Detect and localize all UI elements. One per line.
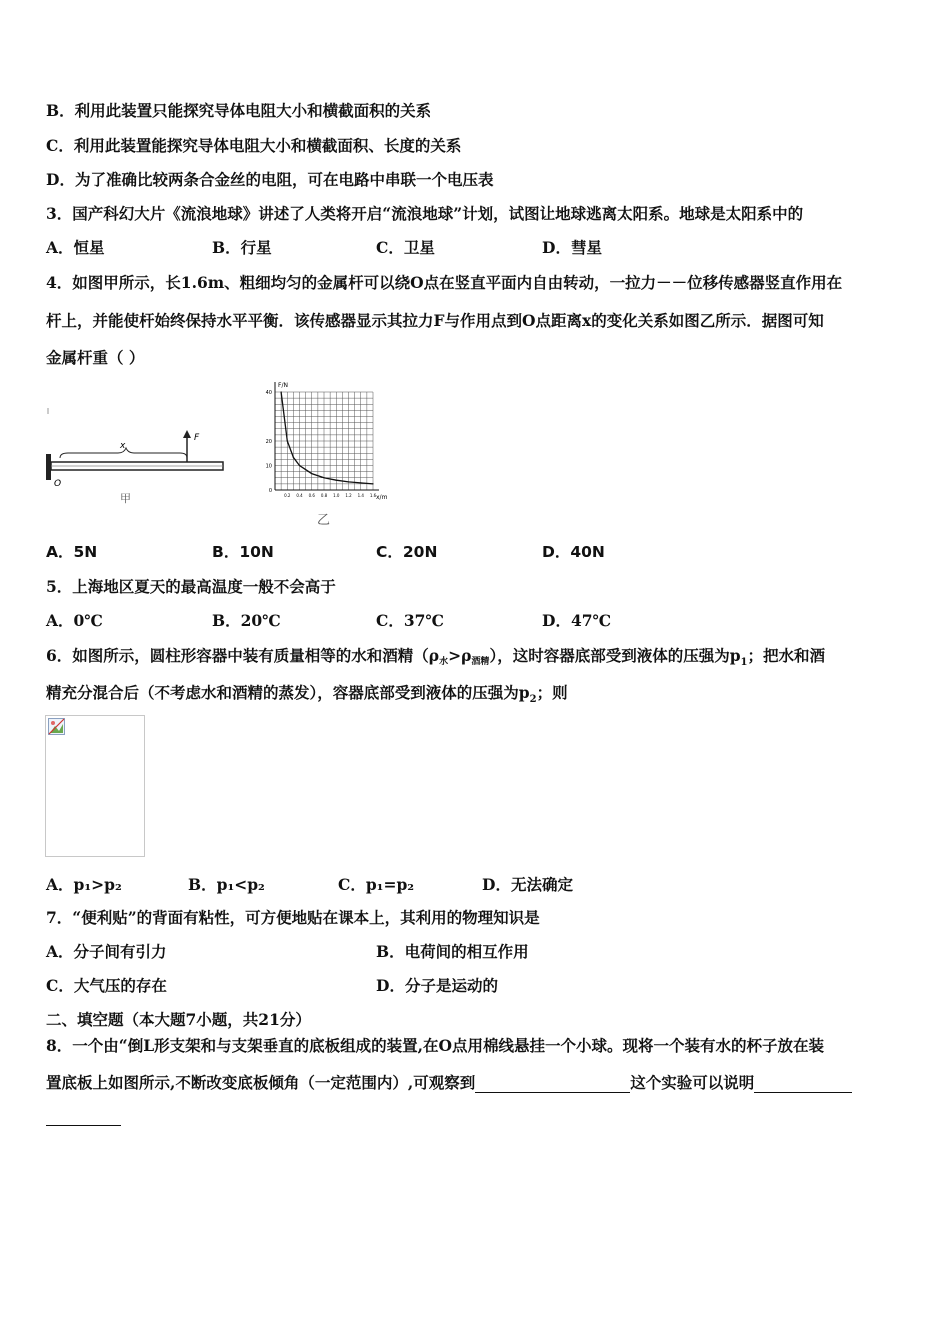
y-axis-label: F/N <box>278 382 288 389</box>
q6-option-d: D．无法确定 <box>482 875 573 894</box>
q3-option-b: B．行星 <box>212 238 272 257</box>
q7-stem: 7．“便利贴”的背面有粘性，可方便地贴在课本上，其利用的物理知识是 <box>46 908 540 927</box>
q3-option-c: C．卫星 <box>376 238 435 257</box>
y-tick-label: 40 <box>265 390 272 396</box>
figure-yi-chart <box>255 378 395 528</box>
q2-option-d: D．为了准确比较两条合金丝的电阻，可在电路中串联一个电压表 <box>46 170 494 189</box>
y-tick-label: 10 <box>265 463 272 470</box>
x-tick-label: 1.6 <box>369 493 377 498</box>
data-point <box>348 481 349 482</box>
data-point <box>287 440 288 441</box>
section-2-heading: 二、填空题（本大题7小题，共21分） <box>46 1010 311 1029</box>
q7-option-a: A．分子间有引力 <box>46 942 167 961</box>
x-tick-label: 0.6 <box>308 493 315 498</box>
q3-option-d: D．彗星 <box>542 238 602 257</box>
q8-line-2: 置底板上如图所示,不断改变底板倾角（一定范围内）,可观察到 这个实验可以说明 <box>46 1073 852 1093</box>
label-O: O <box>54 479 62 489</box>
q6-line-2: 精充分混合后（不考虑水和酒精的蒸发），容器底部受到液体的压强为$p_2$；则 <box>46 683 568 706</box>
q6-option-b: B．p₁<p₂ <box>188 875 265 894</box>
x-tick-label: 1.2 <box>345 493 352 498</box>
q8-blank-1[interactable] <box>475 1076 630 1093</box>
q6-line-1: 6．如图所示，圆柱形容器中装有质量相等的水和酒精（ρ水>ρ酒精），这时容器底部受到液体的压强为$p_1$；把水和酒 <box>46 646 826 669</box>
data-point <box>299 465 300 466</box>
label-x: x <box>120 441 126 451</box>
chart-grid <box>275 392 373 490</box>
q4-option-b: B．10N <box>212 543 274 561</box>
y-tick-label: 20 <box>265 439 272 445</box>
q4-line-2: 杆上，并能使杆始终保持水平平衡．该传感器显示其拉力F与作用点到O点距离x的变化关系如图乙所示．据图可知 <box>46 311 824 330</box>
q8-blank-continuation[interactable] <box>46 1125 121 1126</box>
caption-jia: 甲 <box>120 492 131 505</box>
x-tick-label: 0.4 <box>296 493 303 498</box>
q7-option-b: B．电荷间的相互作用 <box>376 942 529 961</box>
x-tick-label: 1.4 <box>357 493 364 498</box>
q4-option-c: C．20N <box>376 543 438 561</box>
q8-line-1: 8．一个由“倒L形支架和与支架垂直的底板组成的装置,在O点用棉线悬挂一个小球。现将一个装有水的杯子放在装 <box>46 1036 825 1055</box>
q5-option-b: B．20℃ <box>212 611 281 630</box>
broken-image-icon <box>48 718 66 736</box>
series-line-F <box>281 392 373 484</box>
q4-line-1: 4．如图甲所示，长1.6m、粗细均匀的金属杆可以绕O点在竖直平面内自由转动，一拉力－－位移传感器竖直作用在 <box>46 273 843 292</box>
q7-option-d: D．分子是运动的 <box>376 976 498 995</box>
data-point <box>372 483 373 484</box>
q6-option-a: A．p₁>p₂ <box>46 875 122 894</box>
q4-line-3: 金属杆重（ ） <box>46 348 145 367</box>
x-tick-label: 0.8 <box>320 493 328 498</box>
x-tick-label: 0.2 <box>284 493 291 498</box>
q2-option-b: B．利用此装置只能探究导体电阻大小和横截面积的关系 <box>46 101 432 120</box>
caption-yi: 乙 <box>317 513 331 528</box>
y-tick-label: 0 <box>268 488 272 494</box>
data-point <box>360 482 361 483</box>
q3-option-a: A．恒星 <box>46 238 105 257</box>
data-point <box>323 477 324 478</box>
data-point <box>311 473 312 474</box>
q5-option-c: C．37℃ <box>376 611 444 630</box>
data-point <box>336 480 337 481</box>
x-tick-label: 1.0 <box>333 493 340 498</box>
figure-jia-lever <box>40 398 230 510</box>
q5-stem: 5．上海地区夏天的最高温度一般不会高于 <box>46 577 336 596</box>
label-F: F <box>194 433 200 443</box>
q5-option-d: D．47℃ <box>542 611 612 630</box>
q8-blank-2[interactable] <box>754 1076 852 1093</box>
q6-option-c: C．p₁=p₂ <box>338 875 415 894</box>
q3-stem: 3．国产科幻大片《流浪地球》讲述了人类将开启“流浪地球”计划，试图让地球逃离太阳系。地球是太阳系中的 <box>46 204 804 223</box>
data-point <box>293 457 294 458</box>
q7-option-c: C．大气压的存在 <box>46 976 167 995</box>
q4-option-a: A．5N <box>46 543 98 561</box>
q6-broken-image <box>45 715 145 857</box>
q5-option-a: A．0℃ <box>46 611 103 630</box>
q4-option-d: D．40N <box>542 543 605 561</box>
x-axis-label: x/m <box>376 494 388 501</box>
data-point <box>281 391 282 392</box>
q2-option-c: C．利用此装置能探究导体电阻大小和横截面积、长度的关系 <box>46 136 462 155</box>
